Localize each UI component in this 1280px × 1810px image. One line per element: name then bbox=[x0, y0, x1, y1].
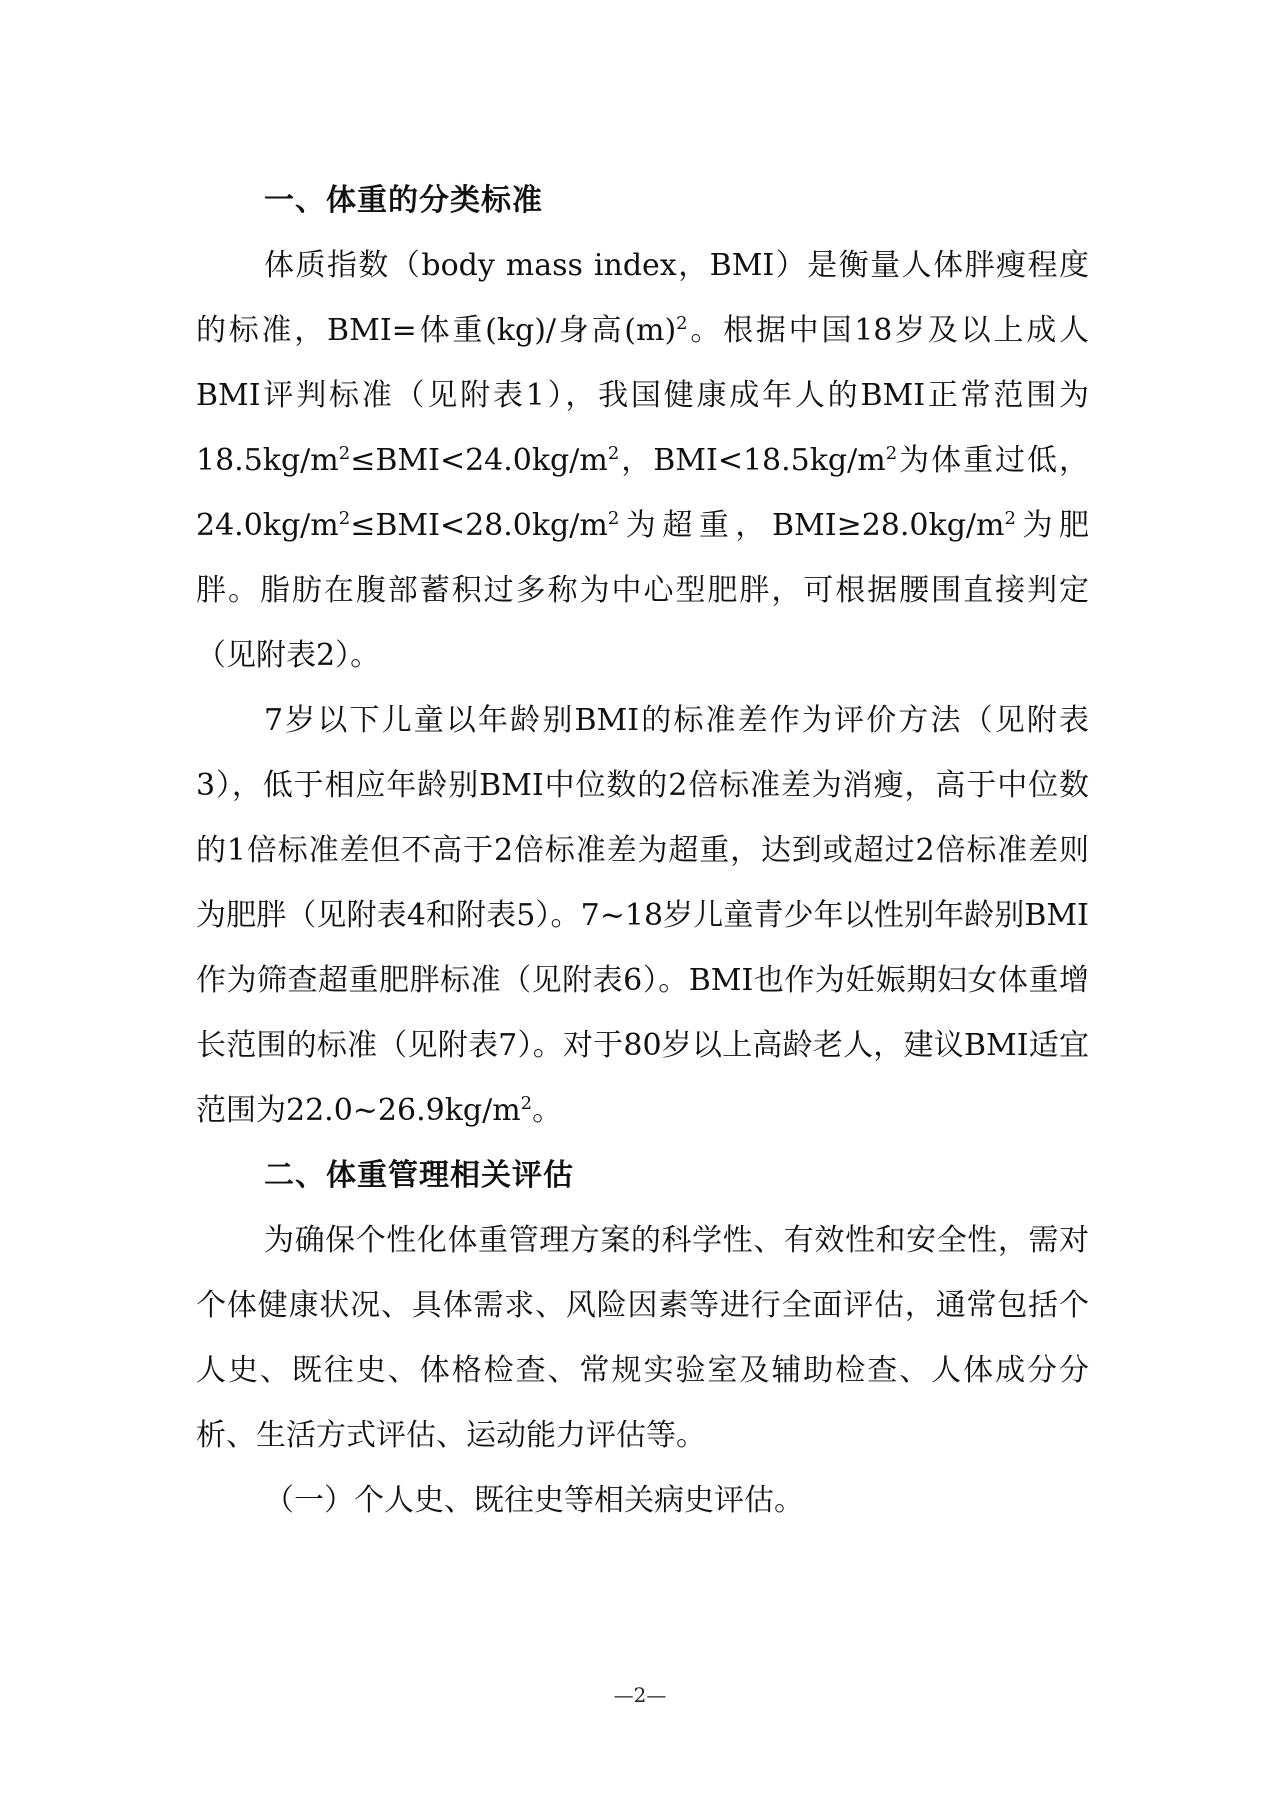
paragraph-children-bmi bbox=[196, 688, 1089, 1143]
underweight-label-text: 为体重过低，24.0kg/m bbox=[196, 443, 1089, 543]
superscript: 2 bbox=[676, 313, 688, 334]
superscript: 2 bbox=[607, 508, 620, 529]
bmi-intro-text: 体质指数（body mass index，BMI）是衡量人体胖瘦程度的标准，BMI=体重(kg)/身高(m) bbox=[196, 248, 1089, 348]
superscript: 2 bbox=[520, 1093, 533, 1114]
overweight-label-text: 为超重，BMI≥28.0kg/m bbox=[619, 508, 1005, 543]
paragraph-bmi-definition bbox=[196, 233, 1089, 688]
page-number: —2— bbox=[613, 1683, 667, 1707]
normal-range-text: ≤BMI<24.0kg/m bbox=[350, 443, 608, 478]
children-bmi-ending: 。 bbox=[532, 1093, 563, 1128]
section-heading-weight-classification: 一、体重的分类标准 bbox=[264, 183, 543, 218]
underweight-lead-text: ，BMI<18.5kg/m bbox=[619, 443, 886, 478]
superscript: 2 bbox=[607, 443, 620, 464]
section-heading-weight-assessment: 二、体重管理相关评估 bbox=[264, 1158, 574, 1193]
bmi-criteria-text: 。根据中国18岁及以上成人BMI评判标准（见附表1），我国健康成年人的BMI正常范围为18.5kg/m bbox=[196, 313, 1089, 478]
superscript: 2 bbox=[885, 443, 898, 464]
superscript: 2 bbox=[1004, 508, 1016, 529]
superscript: 2 bbox=[338, 443, 351, 464]
obesity-text: 为肥胖。脂肪在腹部蓄积过多称为中心型肥胖，可根据腰围直接判定（见附表2）。 bbox=[196, 508, 1089, 673]
sub-heading-history-assessment: （一）个人史、既往史等相关病史评估。 bbox=[264, 1483, 804, 1518]
children-bmi-text: 7岁以下儿童以年龄别BMI的标准差作为评价方法（见附表3），低于相应年龄别BMI中位数的2倍标准差为消瘦，高于中位数的1倍标准差但不高于2倍标准差为超重，达到或超过2倍标准差则为肥胖（见附表4和附表5）。7~18岁儿童青少年以性别年龄别BMI作为筛查超重肥胖标准（见附表6）。BMI也作为妊娠期妇女体重增长范围的标准（见附表7）。对于80岁以上高龄老人，建议BMI适宜范围为22.0~26.9kg/m bbox=[196, 703, 1089, 1128]
document-body bbox=[196, 168, 1089, 1533]
paragraph-assessment-overview: 为确保个性化体重管理方案的科学性、有效性和安全性，需对个体健康状况、具体需求、风险因素等进行全面评估，通常包括个人史、既往史、体格检查、常规实验室及辅助检查、人体成分分析、生活方式评估、运动能力评估等。 bbox=[196, 1223, 1089, 1453]
superscript: 2 bbox=[338, 508, 351, 529]
overweight-range-text: ≤BMI<28.0kg/m bbox=[350, 508, 608, 543]
